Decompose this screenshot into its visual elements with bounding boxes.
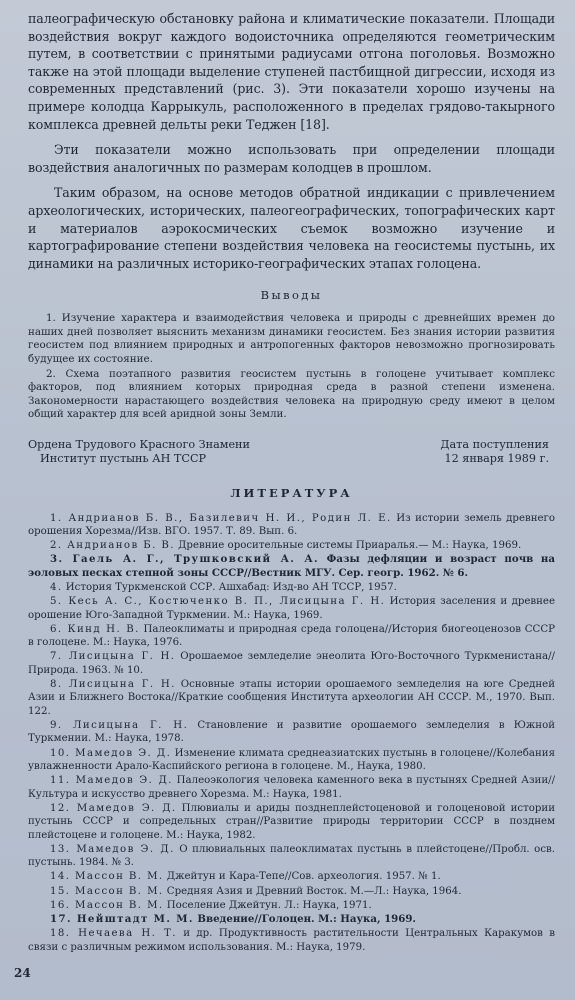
institution	[28, 438, 250, 466]
reference-item	[28, 581, 555, 594]
reference-text: Введение//Голоцен. М.: Наука, 1969.	[193, 913, 416, 926]
reference-author: 8. Лисицына Г. Н.	[50, 679, 176, 691]
reference-item	[28, 595, 555, 622]
conclusion-item: 1. Изучение характера и взаимодействия человека и природы с древнейших времен до наших дней позволяет выяснить механизм динамики геосистем. Без знания истории развития геосистем под влиянием природных и антропогенных факторов невозможно прогнозировать будущее их состояние.	[28, 312, 555, 365]
reference-text: Средняя Азия и Древний Восток. М.—Л.: Наука, 1964.	[163, 885, 462, 897]
reference-item	[28, 927, 555, 954]
reference-author: 17. Нейштадт М. М.	[50, 913, 194, 926]
reference-list	[28, 512, 555, 955]
affiliation-block	[28, 438, 555, 466]
reference-item	[28, 870, 555, 883]
reference-author: 14. Массон В. М.	[50, 871, 164, 883]
received-date: 12 января 1989 г.	[444, 451, 549, 465]
reference-author: 5. Кесь А. С., Костюченко В. П., Лисицына Г. Н.	[50, 596, 386, 608]
reference-item	[28, 774, 555, 801]
reference-text: Древние оросительные системы Приаралья.— М.: Наука, 1969.	[174, 540, 522, 552]
reference-text: Плювиалы и ариды позднеплейстоценовой и голоценовой истории пустынь СССР и сопредельных стран//Развитие природы территории СССР в позднем плейстоцене и голоцене. М.: Наука, 1982.	[28, 802, 555, 841]
conclusion-item: 2. Схема поэтапного развития геосистем пустынь в голоцене учитывает комплекс факторов, под влиянием которых природная среда в разной степени изменена. Закономерности нарастающего воздействия человека на природную среду имеют в целом общий характер для всей аридной зоны Земли.	[28, 367, 555, 421]
reference-item	[28, 539, 555, 552]
reference-item	[28, 899, 555, 912]
body-text	[28, 10, 555, 272]
reference-item	[28, 678, 555, 718]
reference-text: Из истории земель древнего орошения Хорезма//Изв. ВГО. 1957. Т. 89. Вып. 6.	[28, 512, 556, 537]
reference-item	[28, 650, 555, 677]
reference-text: Джейтун и Кара-Тепе//Сов. археология. 1957. № 1.	[163, 871, 441, 883]
reference-item	[28, 747, 555, 774]
reference-text: Палеоклиматы и природная среда голоцена//История биогеоценозов СССР в голоцене. М.: Наука, 1976.	[28, 623, 555, 649]
body-paragraph: Таким образом, на основе методов обратной индикации с привлечением археологических, исторических, палеогеографических, топографических карт и материалов аэрокосмических съемок возможно изучение и картографирование степени воздействия человека на геосистемы пустынь, их динамики на различных историко-географических этапах голоцена.	[28, 185, 555, 271]
reference-item	[28, 553, 555, 580]
reference-author: 2. Андрианов Б. В.	[50, 540, 175, 552]
reference-item	[28, 623, 555, 650]
conclusions-title: Выводы	[260, 288, 323, 303]
literature-title: ЛИТЕРАТУРА	[230, 485, 353, 500]
reference-text: Палеоэкология человека каменного века в пустынях Средней Азии//Культура и искусство древнего Хорезма. М.: Наука, 1981.	[28, 775, 555, 800]
reference-text: О плювиальных палеоклиматах пустынь в плейстоцене//Пробл. осв. пустынь. 1984. № 3.	[28, 843, 555, 869]
reference-author: 6. Кинд Н. В.	[50, 623, 140, 635]
reference-text: Изменение климата среднеазиатских пустынь в голоцене//Колебания увлажненности Арало-Каспийского региона в голоцене. М., Наука, 1980.	[28, 747, 555, 773]
reference-author: 10. Мамедов Э. Д.	[50, 747, 172, 759]
reference-author: 1. Андрианов Б. В., Базилевич Н. И., Родин Л. Е.	[50, 512, 392, 524]
reference-author: 9. Лисицына Г. Н.	[50, 720, 189, 732]
reference-author: 3. Гаель А. Г., Трушковский А. А.	[50, 553, 319, 566]
reference-text: и др. Продуктивность растительности Центральных Каракумов в связи с различным режимом использования. М.: Наука, 1979.	[28, 928, 555, 953]
received-date-block	[440, 438, 555, 466]
reference-text: Становление и развитие орошаемого земледелия в Южной Туркмении. М.: Наука, 1978.	[28, 720, 555, 745]
body-paragraph: Эти показатели можно использовать при определении площади воздействия аналогичных по размерам колодцев в прошлом.	[28, 142, 555, 175]
reference-author: 16. Массон В. М.	[50, 899, 164, 911]
page-number: 24	[14, 966, 31, 980]
reference-text: История заселения и древнее орошение Юго-Западной Туркмении. М.: Наука, 1969.	[28, 596, 555, 621]
reference-author: 18. Нечаева Н. Т.	[50, 928, 177, 940]
body-paragraph: палеографическую обстановку района и климатические показатели. Площади воздействия вокруг каждого водоисточника определяются геометрическим путем, в соответствии с принятыми радиусами отгона поголовья. Возможно также на этой площади выделение ступеней пастбищной дигрессии, исходя из современных представлений (рис. 3). Эти показатели хорошо изучены на примере колодца Каррыкуль, расположенного в пределах грядово-такырного комплекса древней дельты реки Теджен [18].	[28, 11, 555, 132]
reference-item	[28, 802, 555, 842]
reference-text: Основные этапы истории орошаемого земледелия на юге Средней Азии и Ближнего Востока//Краткие сообщения Института археологии АН СССР. М., 1970. Вып. 122.	[28, 679, 555, 717]
literature-section	[28, 486, 555, 955]
reference-author: 7. Лисицына Г. Н.	[50, 651, 176, 663]
reference-author: 15. Массон В. М.	[50, 885, 164, 897]
received-label: Дата поступления	[440, 437, 549, 451]
reference-item	[28, 512, 555, 539]
reference-author: 12. Мамедов Э. Д.	[50, 802, 177, 814]
reference-text: Фазы дефляции и возраст почв на эоловых песках степной зоны СССР//Вестник МГУ. Сер. геогр. 1962. № 6.	[28, 553, 555, 579]
reference-item	[28, 843, 555, 870]
institution-line: Ордена Трудового Красного Знамени	[28, 437, 250, 451]
reference-item	[28, 913, 555, 926]
reference-item	[28, 719, 555, 746]
reference-text: История Туркменской ССР. Ашхабад: Изд-во АН ТССР, 1957.	[62, 581, 397, 593]
reference-item	[28, 885, 555, 898]
reference-text: Поселение Джейтун. Л.: Наука, 1971.	[163, 899, 372, 911]
reference-author: 13. Мамедов Э. Д.	[50, 843, 175, 855]
reference-author: 4.	[50, 581, 63, 593]
reference-text: Орошаемое земледелие энеолита Юго-Восточного Туркменистана//Природа. 1963. № 10.	[28, 651, 555, 676]
institution-line: Институт пустынь АН ТССР	[40, 451, 207, 465]
conclusions-section	[28, 288, 555, 421]
reference-author: 11. Мамедов Э. Д.	[50, 775, 173, 787]
